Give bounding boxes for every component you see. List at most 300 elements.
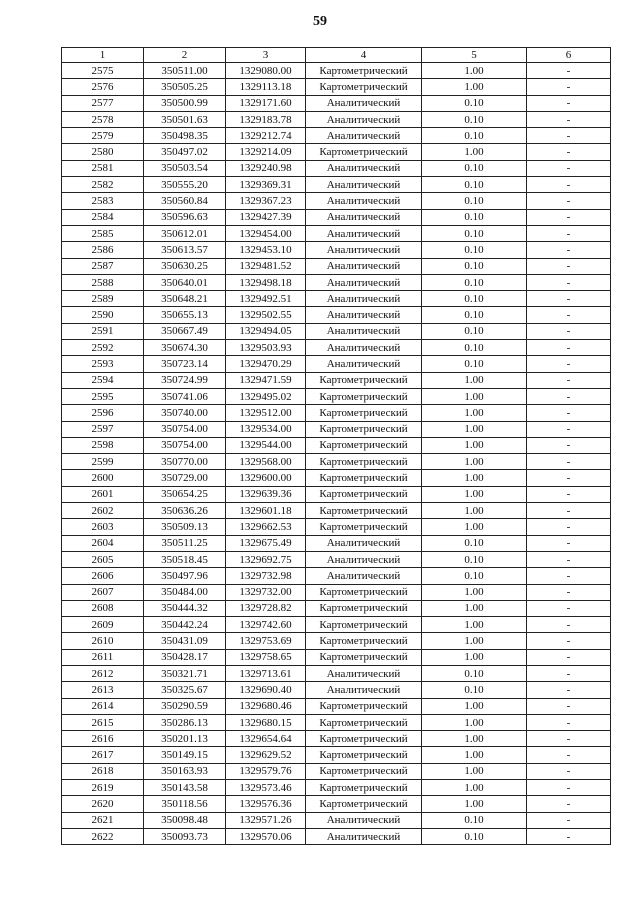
method-cell: Картометрический [306,405,422,421]
method-cell: Картометрический [306,600,422,616]
point-number-cell: 2612 [62,665,144,681]
y-coordinate-cell: 1329680.15 [226,714,306,730]
method-cell: Аналитический [306,160,422,176]
method-cell: Аналитический [306,111,422,127]
x-coordinate-cell: 350428.17 [144,649,226,665]
method-cell: Картометрический [306,714,422,730]
method-cell: Аналитический [306,665,422,681]
point-number-cell: 2596 [62,405,144,421]
y-coordinate-cell: 1329713.61 [226,665,306,681]
x-coordinate-cell: 350093.73 [144,828,226,844]
x-coordinate-cell: 350723.14 [144,356,226,372]
accuracy-cell: 1.00 [422,503,527,519]
table-row [62,682,611,698]
point-number-cell: 2618 [62,763,144,779]
y-coordinate-cell: 1329171.60 [226,95,306,111]
x-coordinate-cell: 350509.13 [144,519,226,535]
method-cell: Картометрический [306,649,422,665]
accuracy-cell: 1.00 [422,519,527,535]
accuracy-cell: 1.00 [422,63,527,79]
x-coordinate-cell: 350163.93 [144,763,226,779]
accuracy-cell: 0.10 [422,568,527,584]
table-row [62,79,611,95]
method-cell: Картометрический [306,486,422,502]
x-coordinate-cell: 350497.02 [144,144,226,160]
x-coordinate-cell: 350149.15 [144,747,226,763]
method-cell: Аналитический [306,242,422,258]
table-row [62,111,611,127]
table-row [62,405,611,421]
point-number-cell: 2580 [62,144,144,160]
accuracy-cell: 0.10 [422,225,527,241]
accuracy-cell: 1.00 [422,486,527,502]
accuracy-cell: 1.00 [422,372,527,388]
method-cell: Аналитический [306,535,422,551]
accuracy-cell: 0.10 [422,682,527,698]
x-coordinate-cell: 350290.59 [144,698,226,714]
note-cell: - [527,828,611,844]
note-cell: - [527,177,611,193]
y-coordinate-cell: 1329113.18 [226,79,306,95]
table-header-row [62,48,611,63]
note-cell: - [527,209,611,225]
column-header-3: 3 [226,48,306,63]
accuracy-cell: 0.10 [422,812,527,828]
point-number-cell: 2603 [62,519,144,535]
point-number-cell: 2582 [62,177,144,193]
table-row [62,812,611,828]
method-cell: Аналитический [306,568,422,584]
method-cell: Аналитический [306,307,422,323]
x-coordinate-cell: 350503.54 [144,160,226,176]
point-number-cell: 2620 [62,796,144,812]
x-coordinate-cell: 350754.00 [144,437,226,453]
method-cell: Картометрический [306,437,422,453]
note-cell: - [527,258,611,274]
point-number-cell: 2587 [62,258,144,274]
note-cell: - [527,454,611,470]
point-number-cell: 2586 [62,242,144,258]
table-row [62,274,611,290]
table-row [62,568,611,584]
table-row [62,828,611,844]
x-coordinate-cell: 350500.99 [144,95,226,111]
note-cell: - [527,780,611,796]
method-cell: Картометрический [306,633,422,649]
note-cell: - [527,193,611,209]
point-number-cell: 2589 [62,291,144,307]
x-coordinate-cell: 350143.58 [144,780,226,796]
table-row [62,551,611,567]
table-row [62,714,611,730]
x-coordinate-cell: 350724.99 [144,372,226,388]
note-cell: - [527,372,611,388]
method-cell: Картометрический [306,144,422,160]
method-cell: Картометрический [306,617,422,633]
y-coordinate-cell: 1329579.76 [226,763,306,779]
note-cell: - [527,665,611,681]
note-cell: - [527,421,611,437]
x-coordinate-cell: 350511.00 [144,63,226,79]
method-cell: Картометрический [306,454,422,470]
table-body [62,63,611,845]
point-number-cell: 2619 [62,780,144,796]
point-number-cell: 2617 [62,747,144,763]
accuracy-cell: 1.00 [422,79,527,95]
y-coordinate-cell: 1329742.60 [226,617,306,633]
y-coordinate-cell: 1329544.00 [226,437,306,453]
accuracy-cell: 1.00 [422,633,527,649]
accuracy-cell: 1.00 [422,144,527,160]
x-coordinate-cell: 350325.67 [144,682,226,698]
note-cell: - [527,551,611,567]
accuracy-cell: 0.10 [422,242,527,258]
x-coordinate-cell: 350497.96 [144,568,226,584]
x-coordinate-cell: 350655.13 [144,307,226,323]
point-number-cell: 2594 [62,372,144,388]
table-row [62,763,611,779]
y-coordinate-cell: 1329639.36 [226,486,306,502]
x-coordinate-cell: 350648.21 [144,291,226,307]
point-number-cell: 2599 [62,454,144,470]
table-row [62,388,611,404]
note-cell: - [527,160,611,176]
x-coordinate-cell: 350511.25 [144,535,226,551]
accuracy-cell: 1.00 [422,617,527,633]
y-coordinate-cell: 1329690.40 [226,682,306,698]
point-number-cell: 2607 [62,584,144,600]
point-number-cell: 2577 [62,95,144,111]
y-coordinate-cell: 1329692.75 [226,551,306,567]
x-coordinate-cell: 350636.26 [144,503,226,519]
method-cell: Аналитический [306,193,422,209]
method-cell: Аналитический [306,225,422,241]
method-cell: Картометрический [306,421,422,437]
y-coordinate-cell: 1329427.39 [226,209,306,225]
x-coordinate-cell: 350442.24 [144,617,226,633]
y-coordinate-cell: 1329369.31 [226,177,306,193]
point-number-cell: 2597 [62,421,144,437]
note-cell: - [527,519,611,535]
method-cell: Картометрический [306,796,422,812]
y-coordinate-cell: 1329453.10 [226,242,306,258]
note-cell: - [527,128,611,144]
method-cell: Аналитический [306,323,422,339]
y-coordinate-cell: 1329601.18 [226,503,306,519]
accuracy-cell: 0.10 [422,323,527,339]
y-coordinate-cell: 1329492.51 [226,291,306,307]
note-cell: - [527,535,611,551]
accuracy-cell: 0.10 [422,828,527,844]
x-coordinate-cell: 350612.01 [144,225,226,241]
method-cell: Аналитический [306,828,422,844]
x-coordinate-cell: 350741.06 [144,388,226,404]
table-row [62,617,611,633]
accuracy-cell: 0.10 [422,128,527,144]
point-number-cell: 2591 [62,323,144,339]
table-row [62,665,611,681]
table-row [62,323,611,339]
note-cell: - [527,633,611,649]
table-row [62,747,611,763]
note-cell: - [527,617,611,633]
column-header-1: 1 [62,48,144,63]
y-coordinate-cell: 1329240.98 [226,160,306,176]
x-coordinate-cell: 350654.25 [144,486,226,502]
table-row [62,486,611,502]
table-row [62,242,611,258]
note-cell: - [527,714,611,730]
x-coordinate-cell: 350431.09 [144,633,226,649]
table-row [62,633,611,649]
x-coordinate-cell: 350740.00 [144,405,226,421]
method-cell: Аналитический [306,128,422,144]
table-row [62,144,611,160]
point-number-cell: 2616 [62,731,144,747]
y-coordinate-cell: 1329502.55 [226,307,306,323]
accuracy-cell: 0.10 [422,193,527,209]
note-cell: - [527,796,611,812]
accuracy-cell: 1.00 [422,600,527,616]
point-number-cell: 2609 [62,617,144,633]
method-cell: Картометрический [306,79,422,95]
y-coordinate-cell: 1329728.82 [226,600,306,616]
point-number-cell: 2583 [62,193,144,209]
point-number-cell: 2581 [62,160,144,176]
method-cell: Аналитический [306,209,422,225]
accuracy-cell: 0.10 [422,551,527,567]
accuracy-cell: 1.00 [422,763,527,779]
column-header-4: 4 [306,48,422,63]
point-number-cell: 2601 [62,486,144,502]
y-coordinate-cell: 1329470.29 [226,356,306,372]
accuracy-cell: 1.00 [422,421,527,437]
y-coordinate-cell: 1329600.00 [226,470,306,486]
x-coordinate-cell: 350286.13 [144,714,226,730]
point-number-cell: 2614 [62,698,144,714]
x-coordinate-cell: 350501.63 [144,111,226,127]
note-cell: - [527,437,611,453]
note-cell: - [527,503,611,519]
point-number-cell: 2590 [62,307,144,323]
accuracy-cell: 0.10 [422,665,527,681]
note-cell: - [527,682,611,698]
method-cell: Аналитический [306,682,422,698]
method-cell: Картометрический [306,698,422,714]
table-row [62,356,611,372]
method-cell: Картометрический [306,731,422,747]
x-coordinate-cell: 350674.30 [144,340,226,356]
table-row [62,95,611,111]
accuracy-cell: 0.10 [422,160,527,176]
method-cell: Аналитический [306,258,422,274]
table-row [62,291,611,307]
note-cell: - [527,405,611,421]
accuracy-cell: 1.00 [422,747,527,763]
table-row [62,193,611,209]
column-header-6: 6 [527,48,611,63]
accuracy-cell: 0.10 [422,340,527,356]
point-number-cell: 2576 [62,79,144,95]
note-cell: - [527,63,611,79]
accuracy-cell: 1.00 [422,388,527,404]
x-coordinate-cell: 350630.25 [144,258,226,274]
accuracy-cell: 0.10 [422,258,527,274]
note-cell: - [527,323,611,339]
table-row [62,535,611,551]
y-coordinate-cell: 1329680.46 [226,698,306,714]
note-cell: - [527,698,611,714]
method-cell: Аналитический [306,291,422,307]
table-row [62,519,611,535]
method-cell: Картометрический [306,388,422,404]
method-cell: Картометрический [306,747,422,763]
x-coordinate-cell: 350118.56 [144,796,226,812]
note-cell: - [527,274,611,290]
point-number-cell: 2606 [62,568,144,584]
x-coordinate-cell: 350667.49 [144,323,226,339]
note-cell: - [527,225,611,241]
table-row [62,209,611,225]
y-coordinate-cell: 1329758.65 [226,649,306,665]
table-row [62,177,611,193]
note-cell: - [527,584,611,600]
note-cell: - [527,307,611,323]
x-coordinate-cell: 350640.01 [144,274,226,290]
y-coordinate-cell: 1329494.05 [226,323,306,339]
y-coordinate-cell: 1329662.53 [226,519,306,535]
page-number: 59 [313,14,327,29]
y-coordinate-cell: 1329471.59 [226,372,306,388]
accuracy-cell: 0.10 [422,291,527,307]
y-coordinate-cell: 1329534.00 [226,421,306,437]
table-row [62,470,611,486]
table-row [62,731,611,747]
y-coordinate-cell: 1329629.52 [226,747,306,763]
table-row [62,128,611,144]
point-number-cell: 2602 [62,503,144,519]
accuracy-cell: 1.00 [422,405,527,421]
note-cell: - [527,340,611,356]
accuracy-cell: 1.00 [422,649,527,665]
y-coordinate-cell: 1329675.49 [226,535,306,551]
y-coordinate-cell: 1329080.00 [226,63,306,79]
method-cell: Картометрический [306,584,422,600]
table-row [62,421,611,437]
x-coordinate-cell: 350729.00 [144,470,226,486]
accuracy-cell: 1.00 [422,698,527,714]
accuracy-cell: 1.00 [422,437,527,453]
note-cell: - [527,356,611,372]
table-row [62,437,611,453]
y-coordinate-cell: 1329367.23 [226,193,306,209]
method-cell: Картометрический [306,63,422,79]
accuracy-cell: 0.10 [422,274,527,290]
accuracy-cell: 0.10 [422,307,527,323]
table-row [62,796,611,812]
y-coordinate-cell: 1329576.36 [226,796,306,812]
table-row [62,307,611,323]
accuracy-cell: 0.10 [422,209,527,225]
table-row [62,225,611,241]
point-number-cell: 2579 [62,128,144,144]
x-coordinate-cell: 350321.71 [144,665,226,681]
point-number-cell: 2592 [62,340,144,356]
column-header-2: 2 [144,48,226,63]
y-coordinate-cell: 1329573.46 [226,780,306,796]
accuracy-cell: 1.00 [422,731,527,747]
x-coordinate-cell: 350754.00 [144,421,226,437]
table-row [62,258,611,274]
y-coordinate-cell: 1329454.00 [226,225,306,241]
point-number-cell: 2598 [62,437,144,453]
method-cell: Аналитический [306,177,422,193]
method-cell: Аналитический [306,95,422,111]
table-row [62,63,611,79]
method-cell: Аналитический [306,274,422,290]
x-coordinate-cell: 350484.00 [144,584,226,600]
y-coordinate-cell: 1329570.06 [226,828,306,844]
y-coordinate-cell: 1329568.00 [226,454,306,470]
method-cell: Аналитический [306,551,422,567]
point-number-cell: 2605 [62,551,144,567]
accuracy-cell: 0.10 [422,95,527,111]
x-coordinate-cell: 350444.32 [144,600,226,616]
y-coordinate-cell: 1329214.09 [226,144,306,160]
point-number-cell: 2613 [62,682,144,698]
point-number-cell: 2593 [62,356,144,372]
x-coordinate-cell: 350098.48 [144,812,226,828]
y-coordinate-cell: 1329732.00 [226,584,306,600]
x-coordinate-cell: 350498.35 [144,128,226,144]
method-cell: Картометрический [306,503,422,519]
note-cell: - [527,111,611,127]
method-cell: Аналитический [306,812,422,828]
x-coordinate-cell: 350555.20 [144,177,226,193]
accuracy-cell: 1.00 [422,584,527,600]
x-coordinate-cell: 350560.84 [144,193,226,209]
x-coordinate-cell: 350201.13 [144,731,226,747]
accuracy-cell: 1.00 [422,454,527,470]
point-number-cell: 2585 [62,225,144,241]
point-number-cell: 2610 [62,633,144,649]
y-coordinate-cell: 1329512.00 [226,405,306,421]
y-coordinate-cell: 1329183.78 [226,111,306,127]
note-cell: - [527,812,611,828]
x-coordinate-cell: 350505.25 [144,79,226,95]
column-header-5: 5 [422,48,527,63]
note-cell: - [527,731,611,747]
accuracy-cell: 1.00 [422,780,527,796]
point-number-cell: 2595 [62,388,144,404]
note-cell: - [527,470,611,486]
x-coordinate-cell: 350613.57 [144,242,226,258]
accuracy-cell: 0.10 [422,177,527,193]
accuracy-cell: 0.10 [422,535,527,551]
accuracy-cell: 0.10 [422,356,527,372]
table-row [62,780,611,796]
method-cell: Картометрический [306,763,422,779]
note-cell: - [527,144,611,160]
point-number-cell: 2575 [62,63,144,79]
method-cell: Картометрический [306,372,422,388]
table-row [62,372,611,388]
y-coordinate-cell: 1329212.74 [226,128,306,144]
accuracy-cell: 1.00 [422,796,527,812]
x-coordinate-cell: 350596.63 [144,209,226,225]
y-coordinate-cell: 1329481.52 [226,258,306,274]
y-coordinate-cell: 1329732.98 [226,568,306,584]
